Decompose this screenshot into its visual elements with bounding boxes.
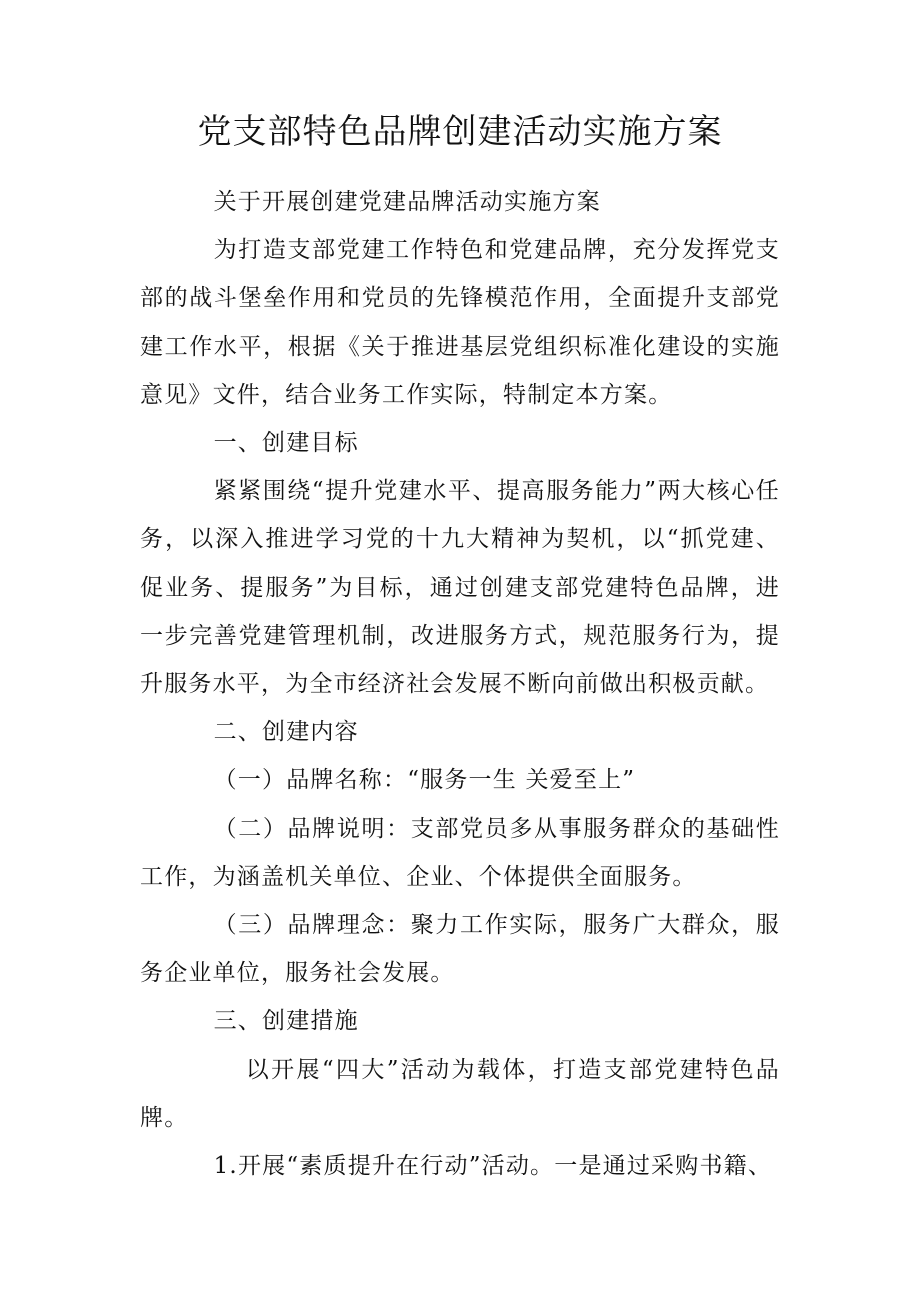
section-heading-goals: 一、创建目标 <box>213 430 359 457</box>
document-title: 党支部特色品牌创建活动实施方案 <box>197 112 723 152</box>
section-heading-content: 二、创建内容 <box>213 719 359 746</box>
goals-paragraph: 紧紧围绕“提升党建水平、提高服务能力”两大核心任务，以深入推进学习党的十九大精神为契机，以“抓党建、促业务、提服务”为目标，通过创建支部党建特色品牌，进一步完善党建管理机制，改进服务方式，规范服务行为，提升服务水平，为全市经济社会发展不断向前做出积极贡献。 <box>140 478 780 698</box>
brand-name-paragraph: （一）品牌名称：“服务一生 关爱至上” <box>213 767 636 794</box>
measure-one-paragraph: 1.开展“素质提升在行动”活动。一是通过采购书籍、 <box>213 1153 773 1180</box>
brand-philosophy-paragraph: （三）品牌理念：聚力工作实际，服务广大群众，服务企业单位，服务社会发展。 <box>140 912 780 987</box>
measures-intro-paragraph: 以开展“四大”活动为载体，打造支部党建特色品牌。 <box>140 1056 780 1131</box>
intro-paragraph: 为打造支部党建工作特色和党建品牌，充分发挥党支部的战斗堡垒作用和党员的先锋模范作用，全面提升支部党建工作水平，根据《关于推进基层党组织标准化建设的实施意见》文件，结合业务工作实际，特制定本方案。 <box>140 237 780 408</box>
document-body <box>140 178 780 1190</box>
brand-description-paragraph: （二）品牌说明：支部党员多从事服务群众的基础性工作，为涵盖机关单位、企业、个体提供全面服务。 <box>140 815 780 890</box>
subtitle-paragraph: 关于开展创建党建品牌活动实施方案 <box>213 189 601 215</box>
section-heading-measures: 三、创建措施 <box>213 1008 359 1035</box>
